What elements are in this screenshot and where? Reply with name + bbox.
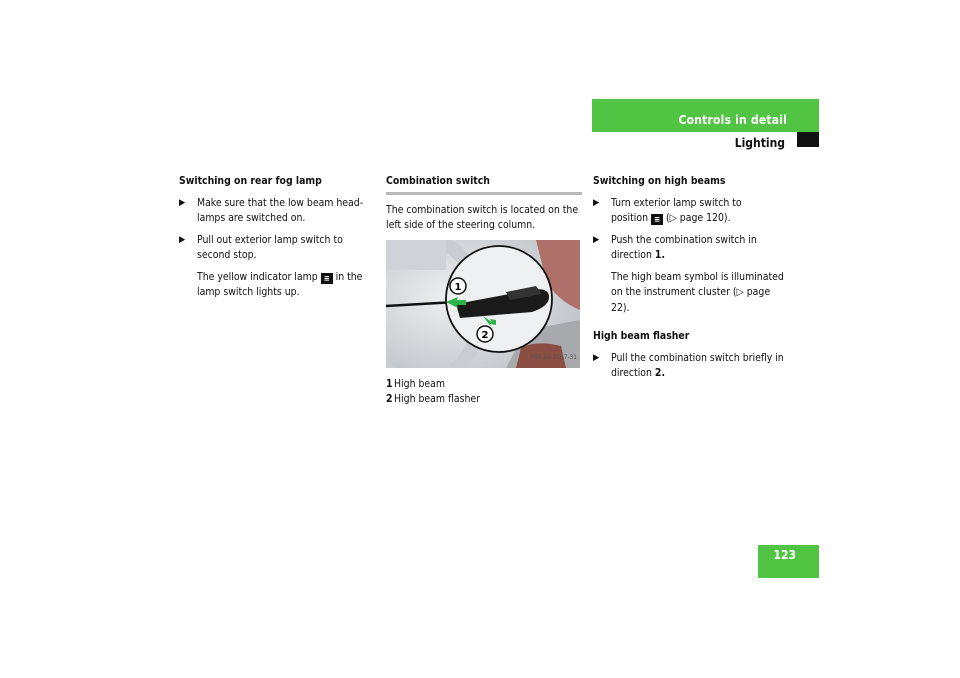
header-subtitle: Lighting: [734, 136, 785, 150]
instruction-step: ▶ Make sure that the low beam head-lamps are switched on.: [179, 196, 364, 224]
section-heading-high-beams: Switching on high beams: [593, 175, 726, 187]
legend-item: 2High beam flasher: [386, 393, 480, 405]
triangle-right-icon: ▶: [179, 197, 186, 208]
triangle-right-icon: ▶: [179, 234, 186, 245]
header-title: Controls in detail: [678, 113, 787, 127]
column-high-beams: [593, 174, 789, 388]
section-heading-combination: Combination switch: [386, 174, 582, 195]
figure-code: P54.25-3117-31: [530, 353, 577, 361]
combination-switch-photo: [386, 240, 580, 368]
instruction-step: ▶ Turn exterior lamp switch to position ≡ (▷ page 120).: [593, 196, 742, 224]
callout-2: 2: [481, 329, 489, 341]
header-marker: [797, 132, 819, 147]
triangle-right-icon: ▶: [593, 352, 600, 363]
column-rear-fog: [179, 174, 375, 307]
legend-item: 1High beam: [386, 377, 445, 390]
section-heading-rear-fog: Switching on rear fog lamp: [179, 175, 322, 187]
instruction-step: ▶ Pull out exterior lamp switch to second stop.: [179, 233, 343, 261]
instruction-step: ▶ Pull the combination switch briefly in direction 2.: [593, 351, 784, 379]
instruction-step: ▶ Push the combination switch in direction 1.: [593, 233, 757, 261]
callout-1: 1: [454, 281, 462, 293]
page-number: 123: [773, 548, 796, 562]
triangle-right-icon: ▶: [593, 234, 600, 245]
note-text: The yellow indicator lamp ≡ in the lamp switch lights up.: [197, 270, 363, 298]
steering-column-illustration: [386, 240, 580, 368]
note-text: The high beam symbol is illuminated on the instrument cluster (▷ page 22).: [611, 270, 784, 314]
rear-fog-lamp-icon: ≡: [321, 273, 333, 284]
low-beam-icon: ≡: [651, 214, 663, 225]
intro-text: The combination switch is located on the left side of the steering column.: [386, 203, 579, 231]
triangle-right-icon: ▶: [593, 197, 600, 208]
column-combination-switch: [386, 174, 582, 408]
section-heading-flasher: High beam flasher: [593, 330, 690, 342]
